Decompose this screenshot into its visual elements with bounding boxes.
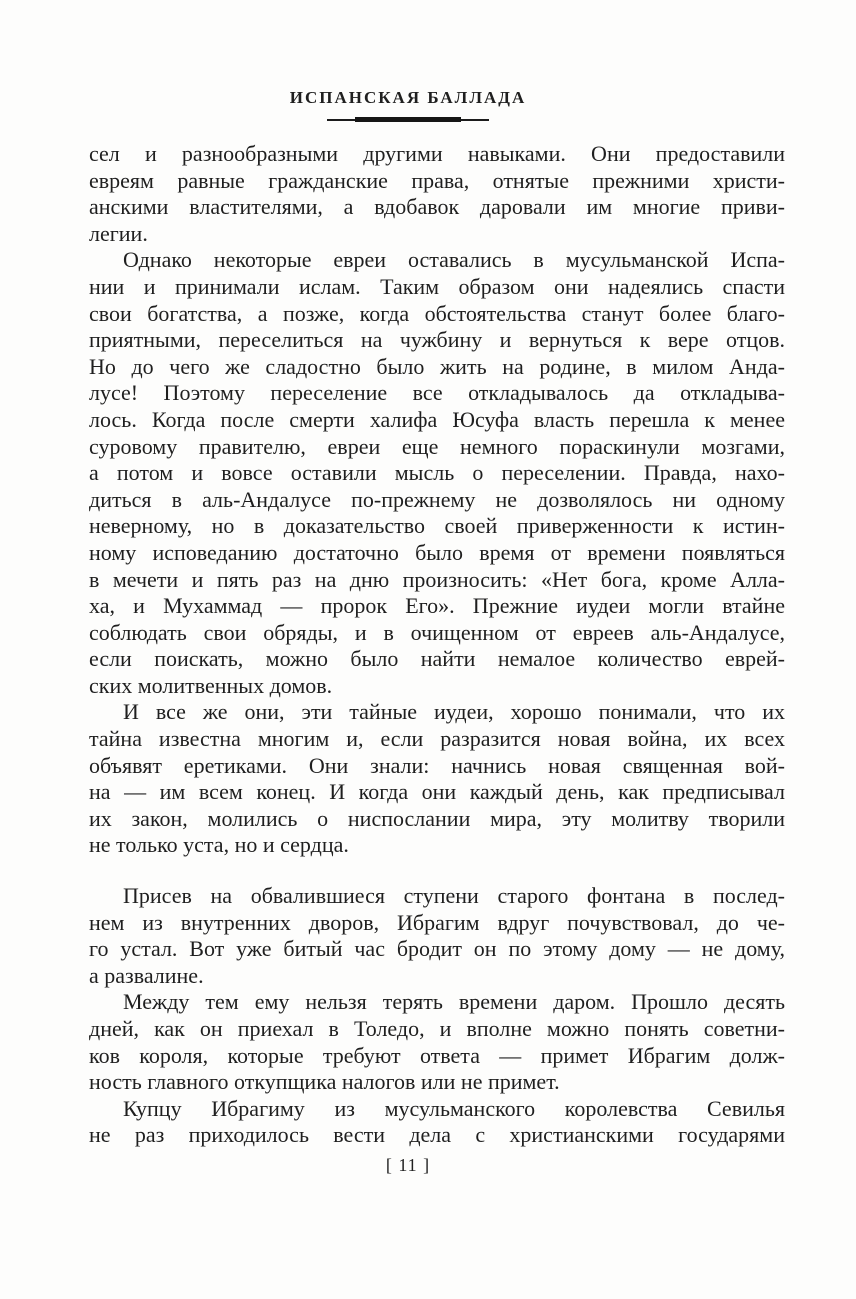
text-line: ков короля, которые требуют ответа — примет Ибрагим долж-: [89, 1042, 785, 1068]
text-line: лось. Когда после смерти халифа Юсуфа власть перешла к менее: [89, 406, 785, 432]
text-line: приятными, переселиться на чужбину и вернуться к вере отцов.: [89, 327, 785, 353]
paragraph: [89, 883, 785, 989]
text-line: ских молитвенных домов.: [89, 672, 333, 698]
folio-row: [89, 1155, 785, 1176]
text-line: а потом и вовсе оставили мысль о переселении. Правда, нахо-: [89, 460, 785, 486]
text-line: диться в аль-Андалусе по-прежнему не дозволялось ни одному: [89, 486, 785, 512]
text-line: ному исповеданию достаточно было время от времени появляться: [89, 539, 785, 565]
text-line: суровому правителю, евреи еще немного пораскинули мозгами,: [89, 433, 785, 459]
text-line: в мечети и пять раз на дню произносить: «Нет бога, кроме Алла-: [89, 566, 785, 592]
text-line: их закон, молились о ниспослании мира, эту молитву творили: [89, 805, 785, 831]
text-line: евреям равные гражданские права, отнятые прежними христи-: [89, 167, 785, 193]
page-number: [ 11 ]: [385, 1155, 431, 1175]
text-line: го устал. Вот уже битый час бродит он по этому дому — не дому,: [89, 936, 785, 962]
text-line: тайна известна многим и, если разразится новая война, их всех: [89, 726, 785, 752]
text-line: если поискать, можно было найти немалое количество еврей-: [89, 646, 785, 672]
text-line: дней, как он приехал в Толедо, и вполне можно понять советни-: [89, 1016, 785, 1041]
running-title: ИСПАНСКАЯ БАЛЛАДА: [289, 88, 527, 107]
rule-thin-right: [461, 119, 489, 121]
text-line: ха, и Мухаммад — пророк Его». Прежние иудеи могли втайне: [89, 593, 785, 619]
paragraph: [89, 699, 785, 859]
running-head: [89, 88, 785, 108]
text-line: на — им всем конец. И когда они каждый день, как предписывал: [89, 779, 785, 805]
paragraph: [89, 141, 785, 247]
body-text: [89, 141, 785, 1149]
text-line: И все же они, эти тайные иудеи, хорошо понимали, что их: [123, 699, 785, 725]
text-line: Но до чего же сладостно было жить на родине, в милом Анда-: [89, 353, 785, 379]
header-rule-row: [89, 117, 785, 122]
text-line: ность главного откупщика налогов или не примет.: [89, 1069, 560, 1095]
text-line: не только уста, но и сердца.: [89, 832, 349, 858]
text-line: анскими властителями, а вдобавок даровали им многие приви-: [89, 194, 785, 220]
text-line: Присев на обвалившиеся ступени старого фонтана в послед-: [123, 883, 785, 909]
text-line: Однако некоторые евреи оставались в мусульманской Испа-: [123, 247, 785, 273]
rule-thin-left: [327, 119, 355, 121]
text-line: объявят еретиками. Они знали: начнись новая священная вой-: [89, 752, 785, 778]
rule-thick-center: [355, 117, 461, 122]
paragraph: [89, 1096, 785, 1149]
text-line: Между тем ему нельзя терять времени даром. Прошло десять: [123, 989, 785, 1015]
text-line: сел и разнообразными другими навыками. Они предоставили: [89, 141, 785, 166]
text-line: нии и принимали ислам. Таким образом они надеялись спасти: [89, 273, 785, 299]
header-rule: [327, 117, 489, 122]
text-line: свои богатства, а позже, когда обстоятельства станут более благо-: [89, 300, 785, 326]
text-line: нем из внутренних дворов, Ибрагим вдруг почувствовал, до че-: [89, 909, 785, 935]
text-line: а развалине.: [89, 962, 204, 988]
text-line: соблюдать свои обряды, и в очищенном от евреев аль-Андалусе,: [89, 619, 785, 645]
text-line: Купцу Ибрагиму из мусульманского королевства Севилья: [123, 1095, 785, 1121]
text-line: неверному, но в доказательство своей приверженности к истин-: [89, 513, 785, 539]
text-line: лусе! Поэтому переселение все откладывалось да откладыва-: [89, 380, 785, 406]
text-line: не раз приходилось вести дела с христианскими государями: [89, 1122, 785, 1148]
paragraph: [89, 989, 785, 1095]
paragraph: [89, 247, 785, 699]
text-line: легии.: [89, 220, 148, 246]
